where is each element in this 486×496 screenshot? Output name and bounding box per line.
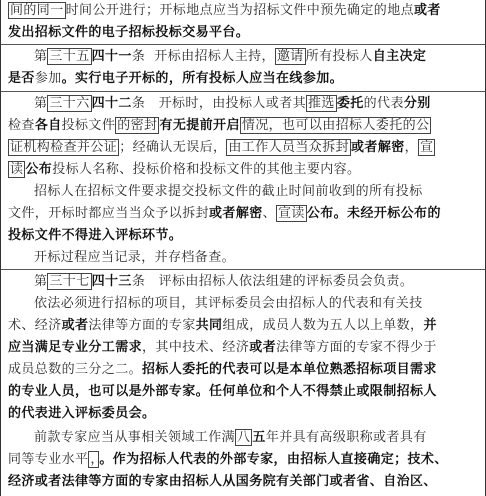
deleted-text: 读 (10, 162, 24, 177)
text-run: 所有投标人 (305, 49, 373, 64)
bold-text: 招标人委托的代表可以是本单位熟悉招标项目需求 (142, 362, 437, 377)
bold-text: 。实行电子开标的，所有投标人应当在线参加。 (61, 71, 344, 86)
deleted-text: ， (90, 452, 98, 467)
text-line: 经济或者法律等方面的专家由招标人从国务院有关部门或者省、自治区、 (8, 474, 437, 489)
bold-text: 或者 (61, 318, 89, 333)
text-run: 检查 (8, 118, 35, 133)
text-run: 条 评标由招标人依法组建的评标委员会负责。 (131, 274, 414, 289)
bold-text: 应当满足专业分工需求 (8, 340, 143, 355)
bold-text: 或者解密 (351, 140, 405, 155)
bold-text: 自主决定 (372, 49, 427, 64)
deleted-text: 的密封 (117, 118, 158, 133)
deleted-text: 情况，也可以由招标人委托的公 (241, 118, 430, 133)
bold-text: 并 (423, 318, 437, 333)
text-run: 条 开标时，由投标人或者其 (131, 96, 307, 111)
text-run: 投标文件 (61, 118, 116, 133)
paragraph-block-3 (1, 91, 485, 269)
deleted-text: 三十七 (49, 274, 90, 289)
bold-text: 四十二 (91, 96, 132, 111)
text-run: 参加 (34, 71, 62, 86)
deleted-text: 证机构检查并公证 (10, 140, 118, 155)
deleted-text: 邀请 (276, 49, 304, 64)
text-run: 时间公开进行；开标地点应当为招标文件中预先确定的地点 (65, 3, 415, 18)
deleted-text: 推选 (308, 96, 335, 111)
text-line (8, 449, 481, 471)
bold-text: 或者解密 (209, 206, 263, 221)
text-line (34, 46, 481, 68)
text-run: 前款专家应当从事相关领域工作满 (34, 430, 236, 445)
text-line: 招标人在招标文件要求提交投标文件的截止时间前收到的所有投标 (34, 184, 423, 199)
bold-text: 。作为招标人代表的外部专家，由招标人直接确定；技术、 (99, 452, 448, 467)
text-run: ， (404, 140, 419, 155)
deleted-text: 三十五 (49, 49, 90, 64)
text-line: 依法必须进行招标的项目，其评标委员会由招标人的代表和有关技 (34, 296, 423, 311)
text-run: 开标由招标人主持， (154, 49, 275, 64)
bold-text: 四十一 (91, 49, 132, 64)
text-line: 发出招标文件的电子招标投标交易平台。 (8, 25, 250, 40)
text-run: 投标人名称、投标价格和投标文件的其他主要内容。 (52, 162, 361, 177)
deleted-text: 由工作人员当众拆封 (228, 140, 350, 155)
text-line (8, 137, 481, 159)
text-line (34, 427, 481, 449)
text-line (34, 93, 481, 115)
inserted-text: 间的同一 (10, 3, 64, 18)
text-line (34, 271, 481, 293)
paragraph-block-4 (1, 269, 485, 496)
bold-text: 。未经开标公布的 (333, 206, 441, 221)
text-run: 的代表 (363, 96, 404, 111)
bold-text: 或者 (249, 340, 277, 355)
text-line (8, 159, 481, 181)
bold-text: 共同 (195, 318, 223, 333)
text-run: 、 (262, 206, 277, 221)
text-run: 条 (131, 49, 146, 64)
text-run: 法律等方面的专家 (88, 318, 196, 333)
text-line (8, 68, 481, 90)
text-line (8, 337, 481, 359)
text-run: 同等专业水平 (8, 452, 89, 467)
text-run: 文件，开标时都应当当众予以拆封 (8, 206, 210, 221)
bold-text: 有无提前开启 (159, 118, 240, 133)
text-line (8, 359, 481, 381)
bold-text: 各自 (34, 118, 62, 133)
bold-text: 是否 (8, 71, 35, 86)
text-run: 术、经济 (8, 318, 62, 333)
text-line: 投标文件不得进入评标环节。 (8, 228, 183, 243)
bold-text: 公布 (25, 162, 53, 177)
text-run: ；经确认无误后， (119, 140, 227, 155)
text-run: 组成，成员人数为五人以上单数， (222, 318, 424, 333)
text-run: 法律等方面的专家不得少于 (276, 340, 437, 355)
paragraph-block-2 (1, 44, 485, 91)
text-line: 开标过程应当记录，并存档备查。 (34, 250, 236, 265)
text-run: 第 (34, 49, 48, 64)
deleted-text: 宣 (420, 140, 434, 155)
bold-text: 公布 (306, 206, 334, 221)
text-run: 成员总数的三分之二。 (8, 362, 143, 377)
text-line (8, 315, 481, 337)
bold-text: 五 (252, 430, 266, 445)
text-run: ，其中技术、经济 (142, 340, 250, 355)
deleted-text: 宣读 (278, 206, 305, 221)
text-run: 年并具有高级职称或者具有 (265, 430, 427, 445)
text-line (8, 115, 481, 137)
text-line (8, 203, 481, 225)
bold-text: 委托 (336, 96, 364, 111)
text-line: 的专业人员，也可以是外部专家。任何单位和个人不得禁止或限制招标人 (8, 384, 437, 399)
text-run: 第 (34, 274, 48, 289)
deleted-text: 八 (237, 430, 251, 445)
bold-text: 四十三 (91, 274, 132, 289)
bold-text: 或者 (414, 3, 441, 18)
text-run: 第 (34, 96, 48, 111)
paragraph-block-1 (1, 0, 485, 44)
deleted-text: 三十六 (49, 96, 90, 111)
bold-text: 分别 (403, 96, 431, 111)
text-line: 的代表进入评标委员会。 (8, 406, 156, 421)
text-line (8, 0, 481, 22)
